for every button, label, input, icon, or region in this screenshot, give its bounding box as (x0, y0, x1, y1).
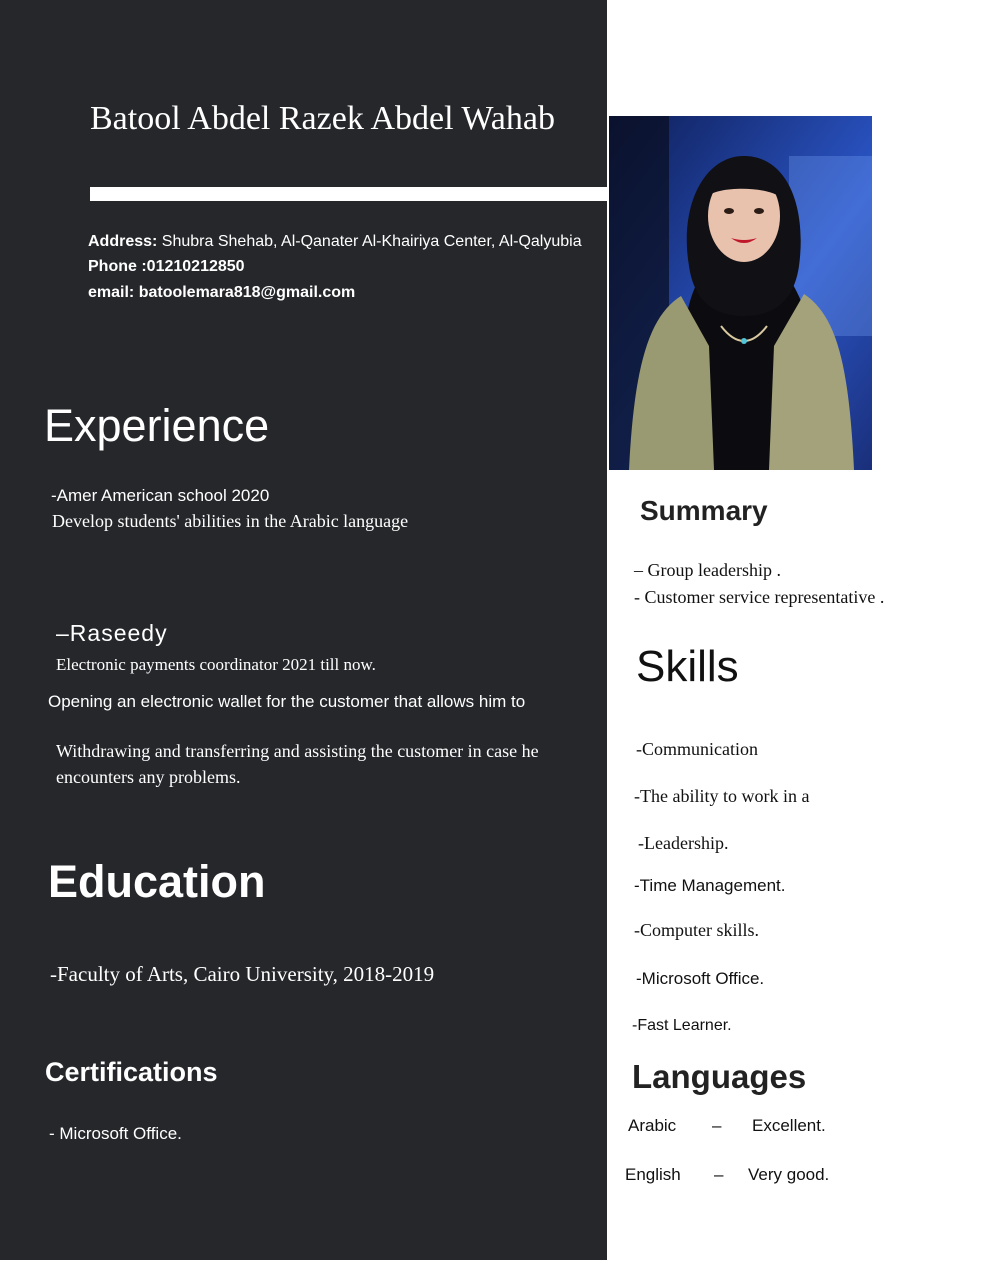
language-name-1: Arabic (628, 1116, 677, 1135)
certification-item: - Microsoft Office. (49, 1124, 182, 1143)
phone-line (88, 258, 245, 276)
email-value: batoolemara818@gmail.com (138, 284, 356, 301)
skill-item-3: -Leadership. (638, 833, 729, 853)
job2-title: –Raseedy (56, 620, 168, 646)
skill-item-2: -The ability to work in a (634, 786, 810, 806)
skills-heading: Skills (636, 642, 739, 691)
language-dash-1: – (712, 1116, 722, 1135)
job1-title: -Amer American school 2020 (51, 486, 270, 505)
language-name-2: English (625, 1165, 681, 1184)
education-item: -Faculty of Arts, Cairo University, 2018-2019 (50, 962, 435, 986)
skill-item-5: -Computer skills. (634, 920, 759, 940)
header-divider (90, 187, 607, 201)
email-line (88, 284, 355, 302)
profile-photo-illustration (609, 116, 872, 470)
education-heading: Education (48, 856, 266, 907)
address-label: Address: (88, 233, 158, 250)
skill-item-1: -Communication (636, 739, 758, 759)
skill-item-4: -Time Management. (634, 876, 786, 895)
certifications-heading: Certifications (45, 1057, 218, 1087)
language-level-1: Excellent. (752, 1116, 826, 1135)
phone-value: 01210212850 (146, 258, 245, 275)
job2-description-3: encounters any problems. (56, 767, 241, 787)
candidate-name: Batool Abdel Razek Abdel Wahab (90, 100, 555, 137)
language-dash-2: – (714, 1165, 724, 1184)
phone-label: Phone : (88, 258, 147, 275)
address-value: Shubra Shehab, Al-Qanater Al-Khairiya Center, Al-Qalyubia (157, 233, 582, 250)
languages-heading: Languages (632, 1058, 807, 1095)
language-level-2: Very good. (748, 1165, 830, 1184)
summary-item-2: - Customer service representative . (634, 587, 885, 607)
skill-item-7: -Fast Learner. (632, 1017, 732, 1034)
summary-item-1: – Group leadership . (634, 560, 781, 580)
summary-heading: Summary (640, 495, 768, 526)
experience-heading: Experience (44, 400, 270, 451)
email-label: email: (88, 284, 139, 301)
job2-description-1: Opening an electronic wallet for the customer that allows him to (48, 692, 526, 711)
profile-photo (609, 116, 872, 470)
skill-item-6: -Microsoft Office. (636, 969, 765, 988)
job1-description: Develop students' abilities in the Arabic language (52, 511, 409, 531)
job2-role: Electronic payments coordinator 2021 till now. (56, 655, 376, 674)
address-line (88, 233, 582, 251)
job2-description-2: Withdrawing and transferring and assisting the customer in case he (56, 741, 539, 761)
